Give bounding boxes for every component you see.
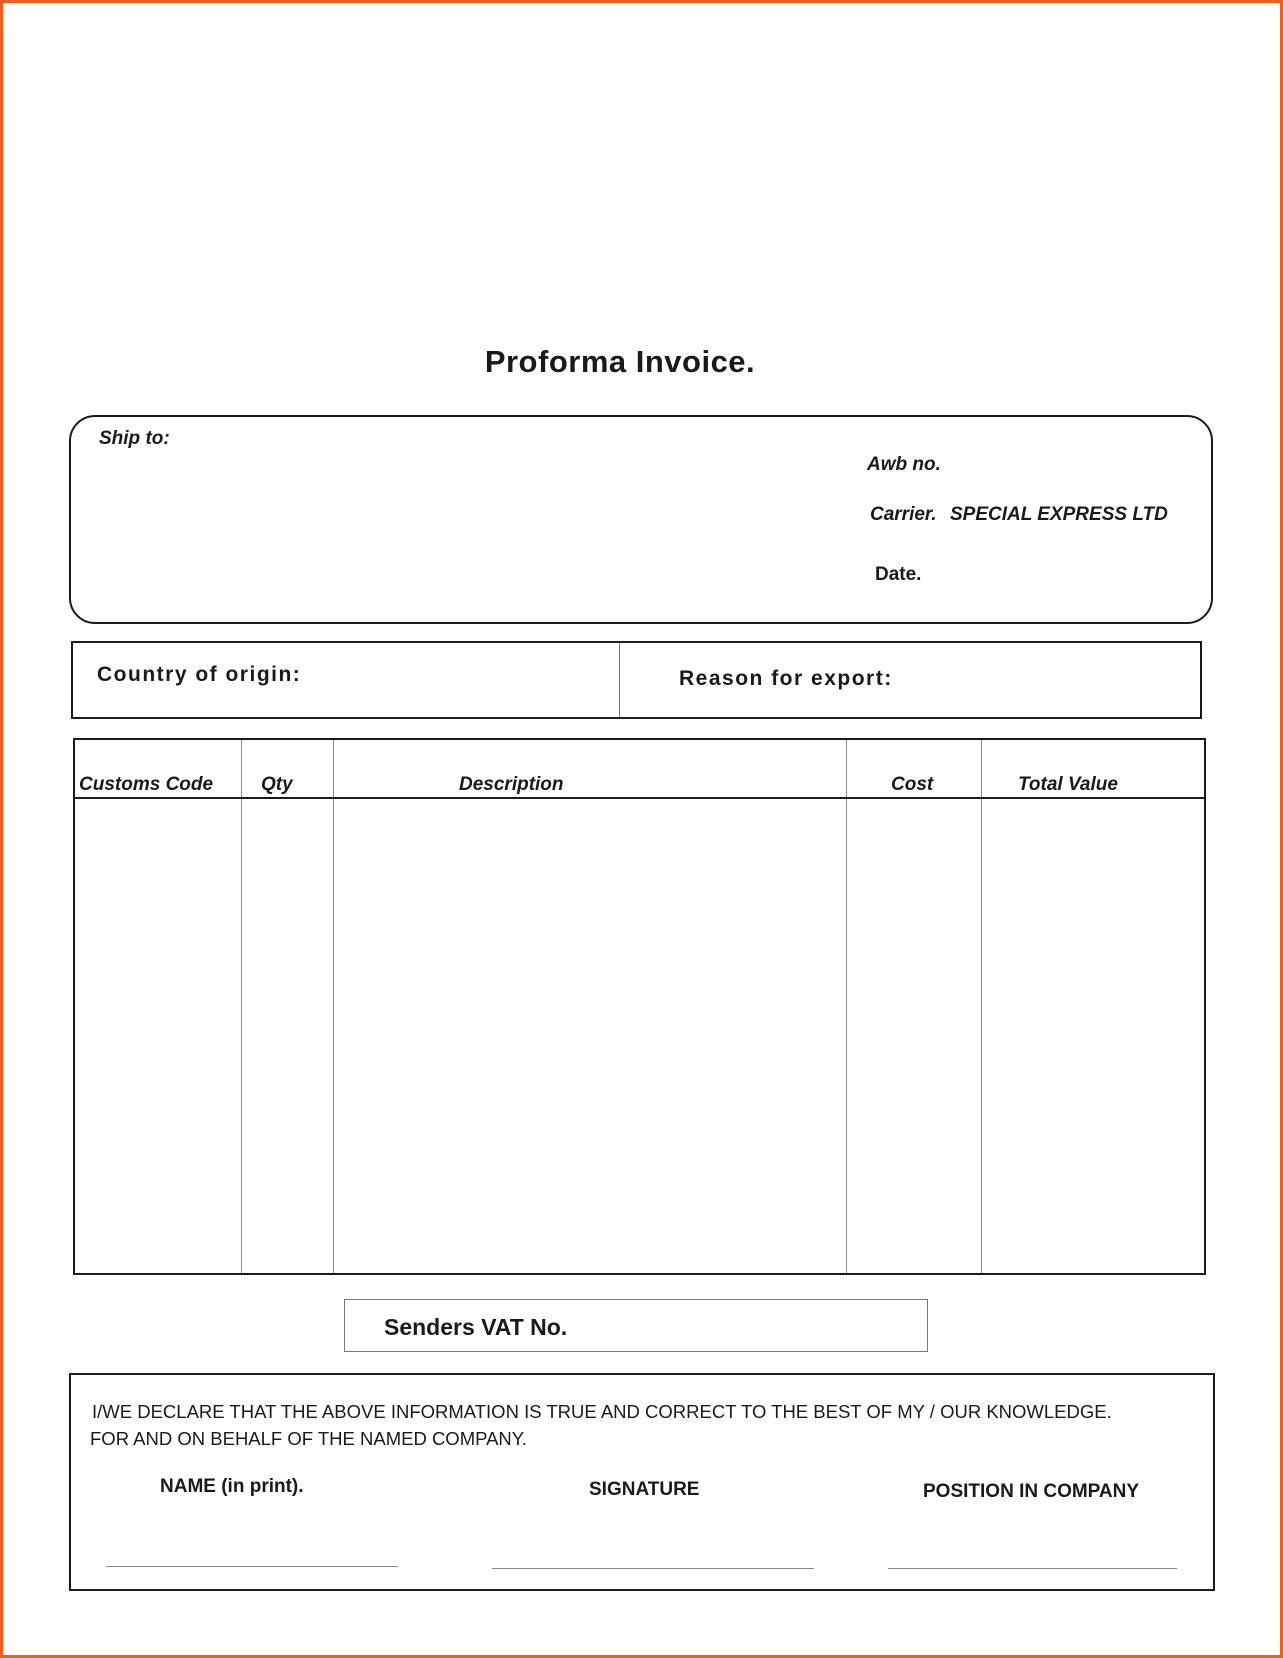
column-divider (846, 740, 847, 1273)
column-header-total-value: Total Value (1018, 774, 1118, 795)
country-of-origin-label: Country of origin: (97, 663, 302, 686)
declaration-line-1: I/WE DECLARE THAT THE ABOVE INFORMATION IS TRUE AND CORRECT TO THE BEST OF MY / OUR KNOWLEDGE. (92, 1401, 1112, 1422)
reason-for-export-label: Reason for export: (679, 667, 893, 690)
declaration-line-2: FOR AND ON BEHALF OF THE NAMED COMPANY. (90, 1428, 527, 1449)
column-divider (333, 740, 334, 1273)
items-table (73, 738, 1206, 1275)
name-in-print-label: NAME (in print). (160, 1476, 304, 1497)
signature-line (492, 1568, 814, 1569)
date-label: Date. (875, 564, 922, 585)
column-header-description: Description (459, 774, 564, 795)
signature-label: SIGNATURE (589, 1479, 700, 1500)
carrier-label: Carrier. (870, 504, 937, 525)
column-header-customs-code: Customs Code (79, 774, 214, 795)
position-line (888, 1568, 1177, 1569)
column-divider (241, 740, 242, 1273)
origin-reason-box (71, 641, 1202, 719)
column-header-qty: Qty (261, 774, 293, 795)
position-in-company-label: POSITION IN COMPANY (923, 1481, 1140, 1502)
column-divider (981, 740, 982, 1273)
carrier-value: SPECIAL EXPRESS LTD (950, 504, 1168, 525)
origin-divider (619, 643, 620, 717)
senders-vat-box (344, 1299, 928, 1352)
senders-vat-label: Senders VAT No. (384, 1314, 568, 1340)
table-header-rule (75, 797, 1204, 799)
ship-to-box (69, 415, 1213, 624)
column-header-cost: Cost (891, 774, 934, 795)
ship-to-label: Ship to: (99, 428, 170, 449)
declaration-box (69, 1373, 1215, 1591)
page-title: Proforma Invoice. (484, 344, 756, 379)
awb-label: Awb no. (867, 454, 941, 475)
name-line (106, 1566, 398, 1567)
